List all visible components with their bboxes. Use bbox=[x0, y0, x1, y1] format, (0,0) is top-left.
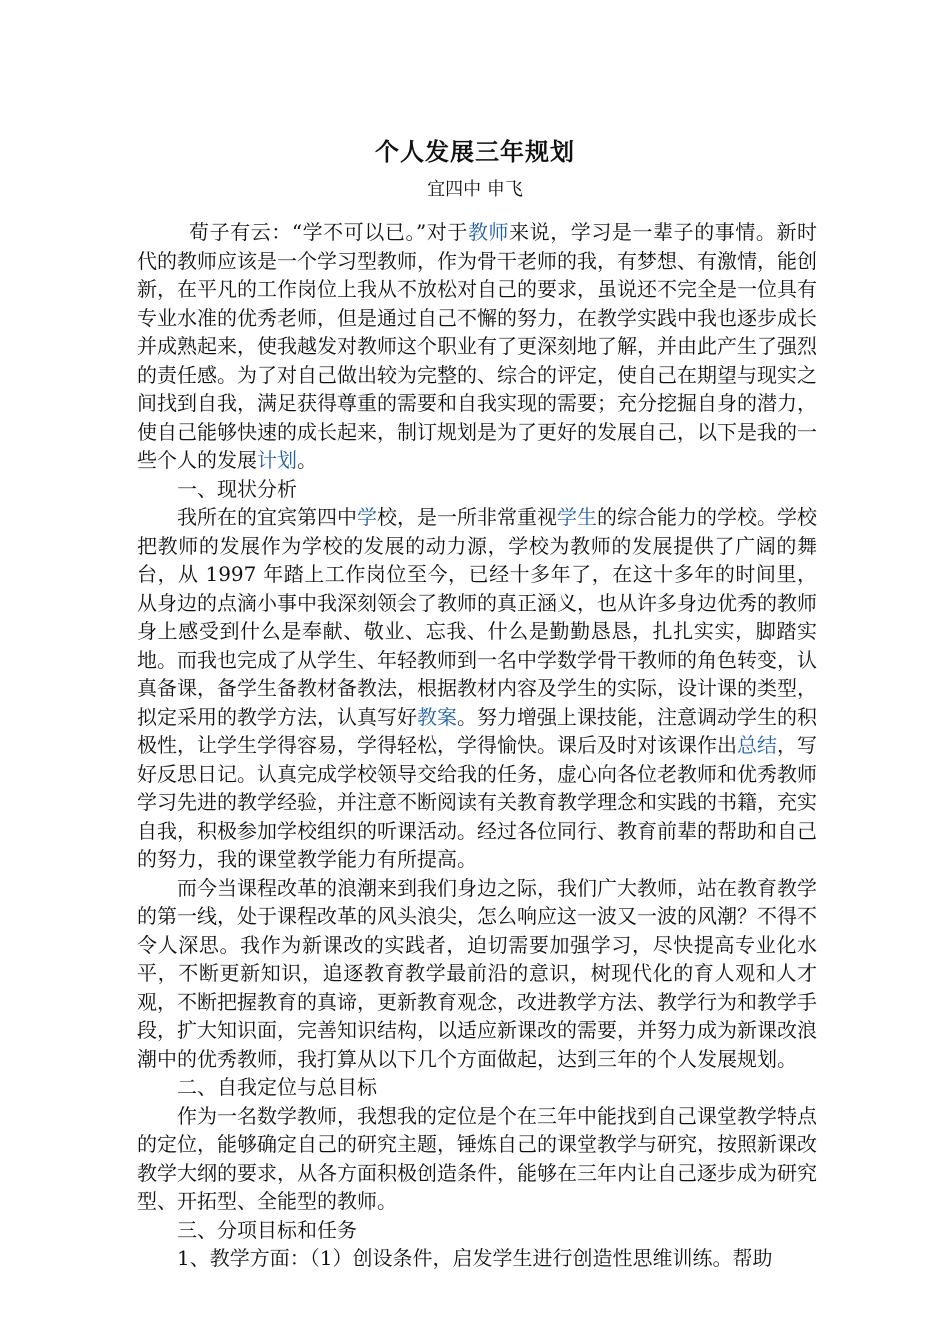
text-span: 我所在的宜宾第四中 bbox=[177, 505, 357, 529]
document-title: 个人发展三年规划 bbox=[375, 137, 575, 166]
keyword-link[interactable]: 学生 bbox=[557, 505, 597, 529]
keyword-link[interactable]: 教师 bbox=[467, 220, 510, 244]
section-heading-1: 一、现状分析 bbox=[177, 476, 297, 501]
text-span: 荀子有云：“学不可以已。”对于 bbox=[189, 220, 468, 244]
section-heading-2: 二、自我定位与总目标 bbox=[177, 1075, 377, 1099]
status-paragraph bbox=[137, 503, 817, 874]
text-span: ，写好反思日记。认真完成学校领导交给我的任务，虚心向各位老教师和优秀教师学习先进的教学经验，并注意不断阅读有关教育教学理念和实践的书籍，充实自我，积极参加学校组织的听课活动。经过各位同行、教育前辈的帮助和自己的努力，我的课堂教学能力有所提高。 bbox=[137, 733, 817, 871]
reform-paragraph: 而今当课程改革的浪潮来到我们身边之际，我们广大教师，站在教育教学的第一线，处于课程改革的风头浪尖，怎么响应这一波又一波的风潮？不得不令人深思。我作为新课改的实践者，迫切需要加强学习，尽快提高专业化水平，不断更新知识，追逐教育教学最前沿的意识，树现代化的育人观和人才观，不断把握教育的真谛，更新教育观念，改进教学方法、教学行为和教学手段，扩大知识面，完善知识结构，以适应新课改的需要，并努力成为新课改浪潮中的优秀教师，我打算从以下几个方面做起，达到三年的个人发展规划。 bbox=[137, 875, 817, 1071]
text-span: 。努力增强上课技能，注意调动学生的积极性，让学生学得容易，学得轻松，学得愉快。课后及时对该课作出 bbox=[137, 704, 817, 757]
document-body bbox=[137, 218, 817, 1273]
positioning-paragraph: 作为一名数学教师，我想我的定位是个在三年中能找到自己课堂教学特点的定位，能够确定自己的研究主题，锤炼自己的课堂教学与研究，按照新课改教学大纲的要求，从各方面积极创造条件，能够在三年内让自己逐步成为研究型、开拓型、全能型的教师。 bbox=[137, 1103, 817, 1213]
keyword-link[interactable]: 计划 bbox=[257, 448, 297, 472]
text-span: 校，是一所非常重视 bbox=[377, 505, 557, 529]
teaching-goals-paragraph: 1、教学方面：（1）创设条件，启发学生进行创造性思维训练。帮助 bbox=[177, 1246, 773, 1270]
keyword-link[interactable]: 教案 bbox=[417, 704, 457, 729]
text-span: 来说，学习是一辈子的事情。新时代的教师应该是一个学习型教师，作为骨干老师的我，有梦想、有激情，能创新，在平凡的工作岗位上我从不放松对自己的要求，虽说还不完全是一位具有专业水准的优秀老师，但是通过自己不懈的努力，在教学实践中我也逐步成长并成熟起来，使我越发对教师这个职业有了更深刻地了解，并由此产生了强烈的责任感。为了对自己做出较为完整的、综合的评定，使自己在期望与现实之间找到自我，满足获得尊重的需要和自我实现的需要；充分挖掘自身的潜力，使自己能够快速的成长起来，制订规划是为了更好的发展自己，以下是我的一些个人的发展 bbox=[137, 220, 818, 472]
document-author: 宜四中 申飞 bbox=[427, 179, 523, 200]
keyword-link[interactable]: 学 bbox=[357, 505, 377, 529]
section-heading-3: 三、分项目标和任务 bbox=[177, 1217, 357, 1242]
text-span: 。 bbox=[297, 448, 317, 472]
text-span: 的综合能力的学校。学校把教师的发展作为学校的发展的动力源，学校为教师的发展提供了广阔的舞台，从 1997 年踏上工作岗位至今，已经十多年了，在这十多年的时间里，从身边的点滴小事中我深刻领会了教师的真正涵义，也从许多身边优秀的教师身上感受到什么是奉献、敬业、忘我、什么是勤勤恳恳，扎扎实实，脚踏实地。而我也完成了从学生、年轻教师到一名中学数学骨干教师的角色转变，认真备课，备学生备教材备教法，根据教材内容及学生的实际，设计课的类型，拟定采用的教学方法，认真写好 bbox=[137, 505, 817, 729]
keyword-link[interactable]: 总结 bbox=[737, 733, 777, 757]
intro-paragraph bbox=[137, 218, 817, 475]
